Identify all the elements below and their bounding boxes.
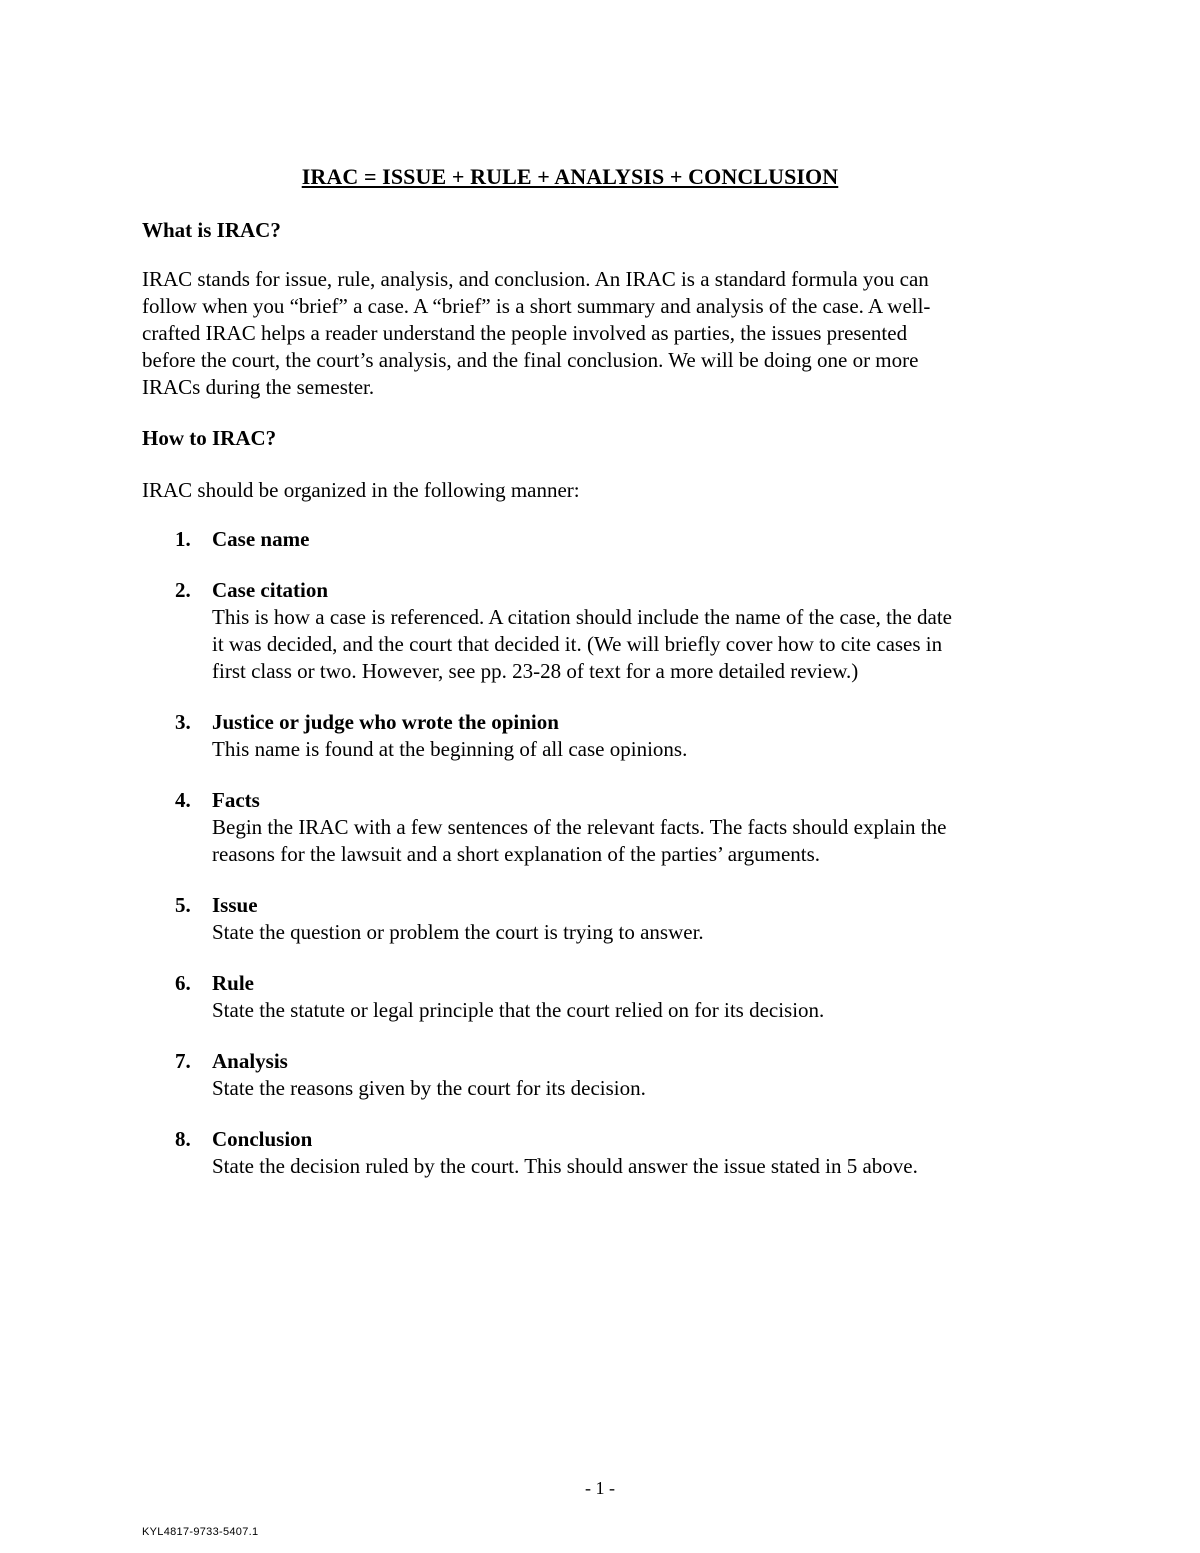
list-item (142, 892, 1062, 946)
list-item (142, 970, 1062, 1024)
document-id: KYL4817-9733-5407.1 (142, 1526, 259, 1538)
section-heading-what-is-irac: What is IRAC? (142, 218, 281, 242)
organization-intro: IRAC should be organized in the following manner: (142, 478, 580, 502)
item-description (212, 1153, 1062, 1180)
list-item (142, 709, 1062, 763)
irac-definition-paragraph (142, 266, 1062, 401)
description-line: Begin the IRAC with a few sentences of the relevant facts. The facts should explain the (212, 815, 947, 839)
description-line: State the question or problem the court is trying to answer. (212, 920, 704, 944)
item-title: Rule (212, 971, 254, 995)
description-line: reasons for the lawsuit and a short explanation of the parties’ arguments. (212, 842, 821, 866)
item-title: Conclusion (212, 1127, 313, 1151)
item-description (212, 814, 1062, 868)
item-number: 3. (175, 710, 191, 734)
item-description (212, 736, 1062, 763)
description-line: This is how a case is referenced. A citation should include the name of the case, the date (212, 605, 952, 629)
list-item (142, 526, 1062, 553)
description-line: This name is found at the beginning of all case opinions. (212, 737, 688, 761)
item-title: Case citation (212, 578, 329, 602)
list-item (142, 1126, 1062, 1180)
item-description (212, 1075, 1062, 1102)
description-line: State the reasons given by the court for its decision. (212, 1076, 646, 1100)
description-line: first class or two. However, see pp. 23-28 of text for a more detailed review.) (212, 659, 859, 683)
item-title: Case name (212, 527, 310, 551)
paragraph-line: IRAC stands for issue, rule, analysis, and conclusion. An IRAC is a standard formula you can (142, 267, 929, 291)
item-number: 6. (175, 971, 191, 995)
item-number: 2. (175, 578, 191, 602)
item-title: Facts (212, 788, 260, 812)
list-item (142, 1048, 1062, 1102)
paragraph-line: crafted IRAC helps a reader understand the people involved as parties, the issues presented (142, 321, 908, 345)
item-description (212, 604, 1062, 685)
irac-steps-list (142, 526, 1062, 1180)
item-title: Issue (212, 893, 258, 917)
item-title: Justice or judge who wrote the opinion (212, 710, 559, 734)
list-item (142, 577, 1062, 685)
section-heading-how-to-irac: How to IRAC? (142, 426, 277, 450)
item-description (212, 919, 1062, 946)
description-line: it was decided, and the court that decided it. (We will briefly cover how to cite cases in (212, 632, 943, 656)
description-line: State the decision ruled by the court. This should answer the issue stated in 5 above. (212, 1154, 918, 1178)
document-title: IRAC = ISSUE + RULE + ANALYSIS + CONCLUSION (301, 164, 839, 189)
item-number: 7. (175, 1049, 191, 1073)
paragraph-line: before the court, the court’s analysis, and the final conclusion. We will be doing one or more (142, 348, 919, 372)
paragraph-line: IRACs during the semester. (142, 375, 375, 399)
list-item (142, 787, 1062, 868)
item-title: Analysis (212, 1049, 288, 1073)
description-line: State the statute or legal principle that the court relied on for its decision. (212, 998, 825, 1022)
item-number: 1. (175, 527, 191, 551)
item-number: 8. (175, 1127, 191, 1151)
item-number: 5. (175, 893, 191, 917)
item-number: 4. (175, 788, 191, 812)
paragraph-line: follow when you “brief” a case. A “brief” is a short summary and analysis of the case. A well- (142, 294, 931, 318)
item-description (212, 997, 1062, 1024)
page-number: - 1 - (585, 1478, 615, 1498)
